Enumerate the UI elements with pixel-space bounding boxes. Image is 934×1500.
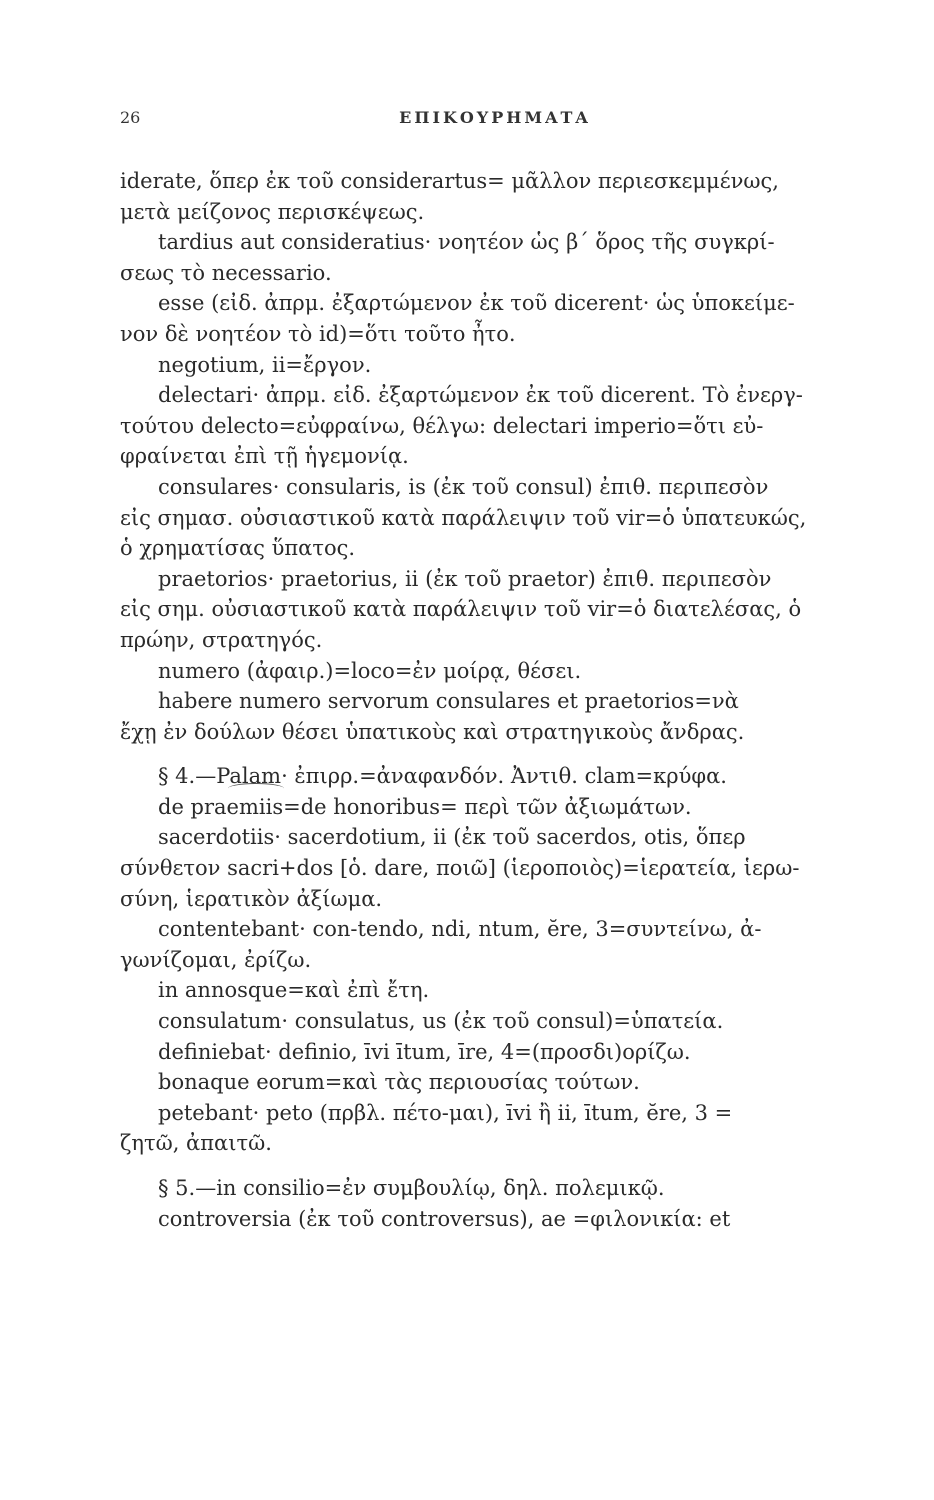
text-line: πρώην, στρατηγός.: [120, 627, 323, 652]
paragraph-gap: [120, 747, 876, 761]
text-line: tardius aut consideratius· νοητέον ὡς β΄ ὅρος τῆς συγκρί-: [158, 230, 775, 255]
text-line: habere numero servorum consulares et praetorios=νὰ: [158, 689, 739, 714]
text-line: σεως τὸ necessario.: [120, 260, 332, 285]
text-line: εἰς σημασ. οὐσιαστικοῦ κατὰ παράλειψιν τοῦ vir=ὁ ὑπατευκώς,: [120, 505, 807, 530]
text-line: in annosque=καὶ ἐπὶ ἔτη.: [158, 978, 430, 1003]
text-line: σύνθετον sacri+dos [ὁ. dare, ποιῶ] (ἱεροποιὸς)=ἱερατεία, ἱερω-: [120, 856, 800, 881]
text-line: definiebat· definio, īvi ītum, īre, 4=(προσδι)ορίζω.: [158, 1039, 691, 1064]
page-header: [120, 108, 810, 132]
text-line: negotium, ii=ἔργον.: [158, 352, 372, 377]
text-line: consulatum· consulatus, us (ἐκ τοῦ consul)=ὑπατεία.: [158, 1009, 724, 1034]
text-line: § 4.—Palam· ἐπιρρ.=ἀναφανδόν. Ἀντιθ. clam=κρύφα.: [158, 764, 727, 789]
text-line: ζητῶ, ἀπαιτῶ.: [120, 1131, 272, 1156]
text-line: μετὰ μείζονος περισκέψεως.: [120, 199, 425, 224]
text-line: contentebant· con-tendo, ndi, ntum, ĕre, 3=συντείνω, ἀ-: [158, 917, 762, 942]
text-line: νον δὲ νοητέον τὸ id)=ὅτι τοῦτο ἦτο.: [120, 321, 516, 346]
text-line: σύνη, ἱερατικὸν ἀξίωμα.: [120, 886, 383, 911]
page-number: 26: [120, 108, 141, 127]
text-line: delectari· ἀπρμ. εἰδ. ἐξαρτώμενον ἐκ τοῦ dicerent. Τὸ ἐνεργ-: [158, 383, 803, 408]
text-line: ὁ χρηματίσας ὕπατος.: [120, 536, 356, 561]
text-line: iderate, ὅπερ ἐκ τοῦ considerartus= μᾶλλον περιεσκεμμένως,: [120, 169, 779, 193]
text-line: τούτου delecto=εὐφραίνω, θέλγω: delectari imperio=ὅτι εὐ-: [120, 413, 764, 438]
paragraph-gap: [120, 1159, 876, 1173]
running-title: ΕΠΙΚΟΥΡΗΜΑΤΑ: [399, 108, 591, 127]
text-line: numero (ἀφαιρ.)=loco=ἐν μοίρᾳ, θέσει.: [158, 658, 582, 683]
text-line: sacerdotiis· sacerdotium, ii (ἐκ τοῦ sacerdos, otis, ὅπερ: [158, 825, 746, 850]
text-line: γωνίζομαι, ἐρίζω.: [120, 947, 312, 972]
text-line: de praemiis=de honoribus= περὶ τῶν ἀξιωμάτων.: [158, 794, 692, 819]
text-line: consulares· consularis, is (ἐκ τοῦ consul) ἐπιθ. περιπεσὸν: [158, 474, 769, 499]
commentary-text: [120, 166, 876, 1234]
text-line: petebant· peto (πρβλ. πέτο-μαι), īvi ἢ ii, ītum, ĕre, 3 =: [158, 1100, 733, 1125]
text-line: esse (εἰδ. ἀπρμ. ἐξαρτώμενον ἐκ τοῦ dicerent· ὡς ὑποκείμε-: [158, 291, 795, 316]
text-line: § 5.—in consilio=ἐν συμβουλίῳ, δηλ. πολεμικῷ.: [158, 1176, 665, 1200]
text-line: ἔχῃ ἐν δούλων θέσει ὑπατικοὺς καὶ στρατηγικοὺς ἄνδρας.: [120, 719, 745, 744]
text-line: εἰς σημ. οὐσιαστικοῦ κατὰ παράλειψιν τοῦ vir=ὁ διατελέσας, ὁ: [120, 597, 802, 622]
text-line: praetorios· praetorius, ii (ἐκ τοῦ praetor) ἐπιθ. περιπεσὸν: [158, 566, 772, 591]
text-line: controversia (ἐκ τοῦ controversus), ae =φιλονικία: et: [158, 1206, 731, 1231]
text-line: bonaque eorum=καὶ τὰς περιουσίας τούτων.: [158, 1070, 640, 1095]
text-line: φραίνεται ἐπὶ τῇ ἡγεμονίᾳ.: [120, 444, 409, 469]
